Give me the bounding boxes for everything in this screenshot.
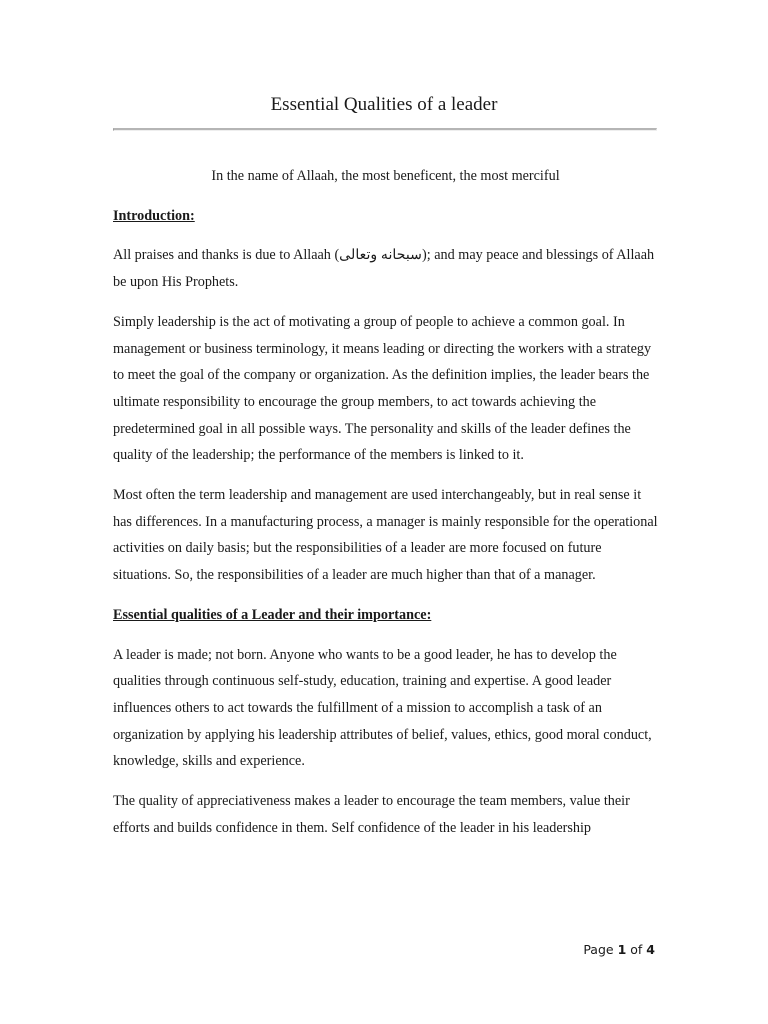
bismillah-line: In the name of Allaah, the most beneficent, the most merciful bbox=[211, 168, 560, 184]
page-current: 1 bbox=[617, 942, 627, 957]
paragraph: Simply leadership is the act of motivating a group of people to achieve a common goal. In management or business terminology, it means leading or directing the workers with a strategy to meet the goal of the company or organization. As the definition implies, the leader bears the ultimate responsibility to encourage the group members, to act towards achieving the predetermined goal in all possible ways. The personality and skills of the leader defines the quality of the leadership; the performance of the members is linked to it. bbox=[113, 313, 652, 464]
document-title: Essential Qualities of a leader bbox=[270, 94, 498, 115]
page-total: 4 bbox=[646, 942, 655, 957]
paragraph: The quality of appreciativeness makes a leader to encourage the team members, value their efforts and builds confidence in them. Self confidence of the leader in his leadership bbox=[113, 793, 630, 836]
page-number bbox=[583, 940, 655, 960]
page-separator: of bbox=[630, 942, 643, 957]
page-label: Page bbox=[583, 942, 614, 957]
paragraph: All praises and thanks is due to Allaah (سبحانه وتعالى); and may peace and blessings of Allaah be upon His Prophets. bbox=[113, 247, 655, 291]
document-body bbox=[113, 163, 658, 854]
title-divider bbox=[113, 128, 657, 131]
paragraph: A leader is made; not born. Anyone who wants to be a good leader, he has to develop the qualities through continuous self-study, education, training and expertise. A good leader influences others to act towards the fulfillment of a mission to accomplish a task of an organization by applying his leadership attributes of belief, values, ethics, good moral conduct, knowledge, skills and experience. bbox=[113, 646, 652, 770]
paragraph: Most often the term leadership and management are used interchangeably, but in real sense it has differences. In a manufacturing process, a manager is mainly responsible for the operational activities on daily basis; but the responsibilities of a leader are more focused on future situations. So, the responsibilities of a leader are much higher than that of a manager. bbox=[113, 487, 658, 584]
section-heading-introduction: Introduction: bbox=[113, 207, 195, 224]
section-heading-qualities: Essential qualities of a Leader and their importance: bbox=[113, 606, 432, 623]
